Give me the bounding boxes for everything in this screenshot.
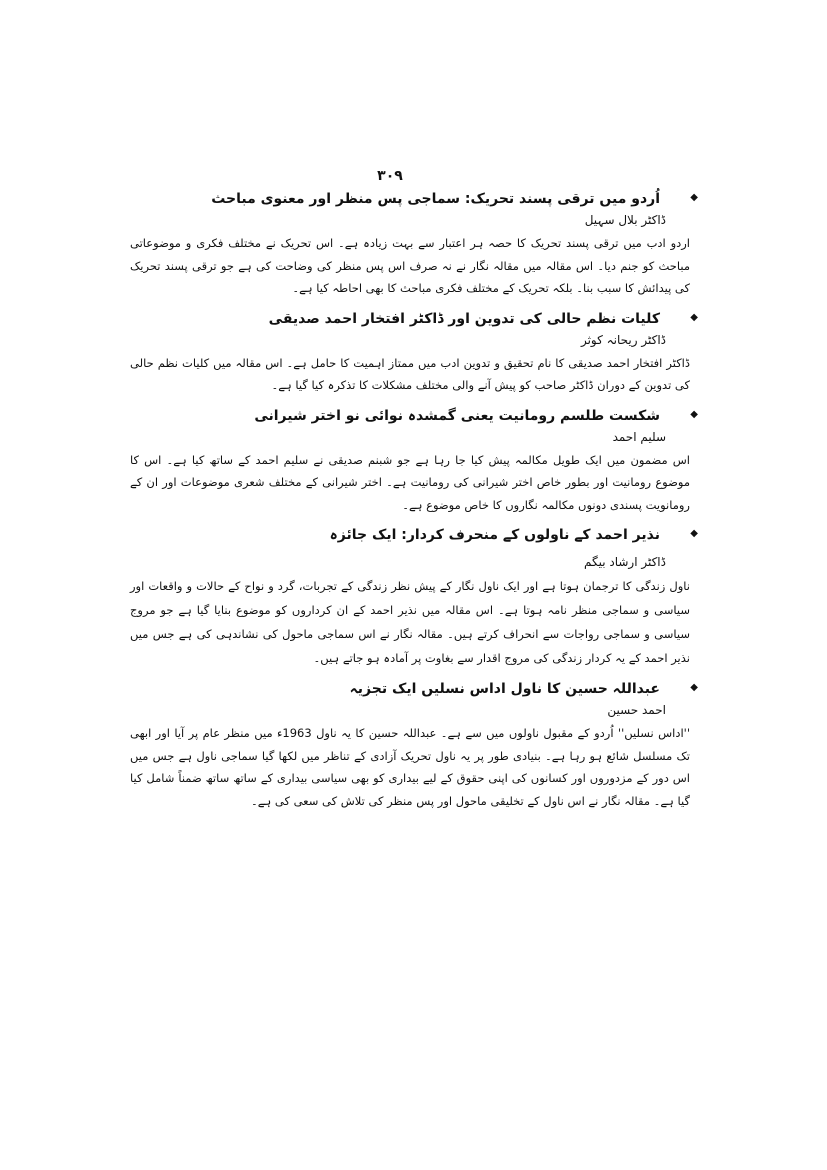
article-author: ڈاکٹر بلال سہیل	[584, 213, 666, 227]
article-abstract: ''اداس نسلیں'' اُردو کے مقبول ناولوں میں سے ہے۔ عبداللہ حسین کا یہ ناول 1963ء میں منظر عام پر آیا اور ابھی تک مسلسل شائع ہو رہا ہے۔ بنیادی طور پر یہ ناول تحریک آزادی کے تناظر میں لکھا گیا سماجی ناول ہے جس میں اس دور کے مزدوروں اور کسانوں کی اپنی حقوق کے لیے بیداری کو بھی سیاسی بیداری کے ساتھ ساتھ ضمناً شامل کیا گیا ہے۔ مقالہ نگار نے اس ناول کے تخلیقی ماحول اور پس منظر کی تلاش کی سعی کی ہے۔	[130, 726, 690, 808]
list-item	[130, 405, 698, 517]
article-title: اُردو میں ترقی پسند تحریک: سماجی پس منظر اور معنوی مباحث	[211, 191, 660, 207]
article-author: ڈاکٹر ریحانہ کوثر	[580, 332, 666, 347]
bullet-icon: ◆	[690, 408, 698, 420]
bullet-icon: ◆	[690, 682, 698, 693]
article-author: احمد حسین	[607, 703, 666, 717]
article-title: شکست طلسم رومانیت یعنی گمشدہ نوائی نو اختر شیرانی	[254, 407, 660, 424]
page-number: ۳۰۹	[377, 168, 403, 184]
bullet-icon: ◆	[690, 192, 698, 203]
article-list	[130, 188, 698, 820]
list-item	[130, 188, 698, 300]
list-item	[130, 308, 698, 397]
article-abstract: اس مضمون میں ایک طویل مکالمہ پیش کیا جا رہا ہے جو شبنم صدیقی نے سلیم احمد کے ساتھ کیا ہے۔ اس کا موضوع رومانیت اور بطور خاص اختر شیرانی کی رومانیت ہے۔ اختر شیرانی کے مختلف شعری موضوعات اور ان کے رومانویت پسندی دونوں مکالمہ نگاروں کا خاص موضوع ہے۔	[130, 452, 690, 512]
bullet-icon: ◆	[690, 528, 698, 539]
article-title: کلیات نظم حالی کی تدوین اور ڈاکٹر افتخار احمد صدیقی	[268, 310, 660, 327]
article-title: نذیر احمد کے ناولوں کے منحرف کردار: ایک جائزہ	[329, 527, 660, 543]
article-abstract: ناول زندگی کا ترجمان ہوتا ہے اور ایک ناول نگار کے پیش نظر زندگی کے تجربات، گرد و نواح کے حالات و واقعات اور سیاسی و سماجی منظر نامہ ہوتا ہے۔ اس مقالہ میں نذیر احمد کے ان کرداروں کو موضوع بنایا گیا ہے جو مروج سیاسی و سماجی رواجات سے انحراف کرتے ہیں۔ مقالہ نگار نے اس سماجی ماحول کی نشاندہی کی ہے جس میں نذیر احمد کے یہ کردار زندگی کی مروج اقدار سے بغاوت پر آمادہ ہو جاتے ہیں۔	[130, 579, 690, 665]
list-item	[130, 678, 698, 812]
article-abstract: اردو ادب میں ترقی پسند تحریک کا حصہ ہر اعتبار سے بہت زیادہ ہے۔ اس تحریک نے مختلف فکری و موضوعاتی مباحث کو جنم دیا۔ اس مقالہ میں مقالہ نگار نے نہ صرف اس پس منظر کی وضاحت کی ہے جو ترقی پسند تحریک کی پیدائش کا سبب بنا۔ بلکہ تحریک کے مختلف فکری مباحث کا بھی احاطہ کیا ہے۔	[130, 236, 690, 295]
article-author: ڈاکٹر ارشاد بیگم	[583, 555, 666, 569]
bullet-icon: ◆	[690, 311, 698, 323]
article-abstract: ڈاکٹر افتخار احمد صدیقی کا نام تحقیق و تدوین ادب میں ممتاز اہمیت کا حامل ہے۔ اس مقالہ میں کلیات نظم حالی کی تدوین کے دوران ڈاکٹر صاحب کو پیش آنے والی مختلف مشکلات کا تذکرہ کیا گیا ہے۔	[130, 355, 690, 392]
article-title: عبداللہ حسین کا ناول اداس نسلیں ایک تجزیہ	[349, 681, 660, 697]
article-author: سلیم احمد	[612, 429, 666, 444]
list-item	[130, 524, 698, 670]
